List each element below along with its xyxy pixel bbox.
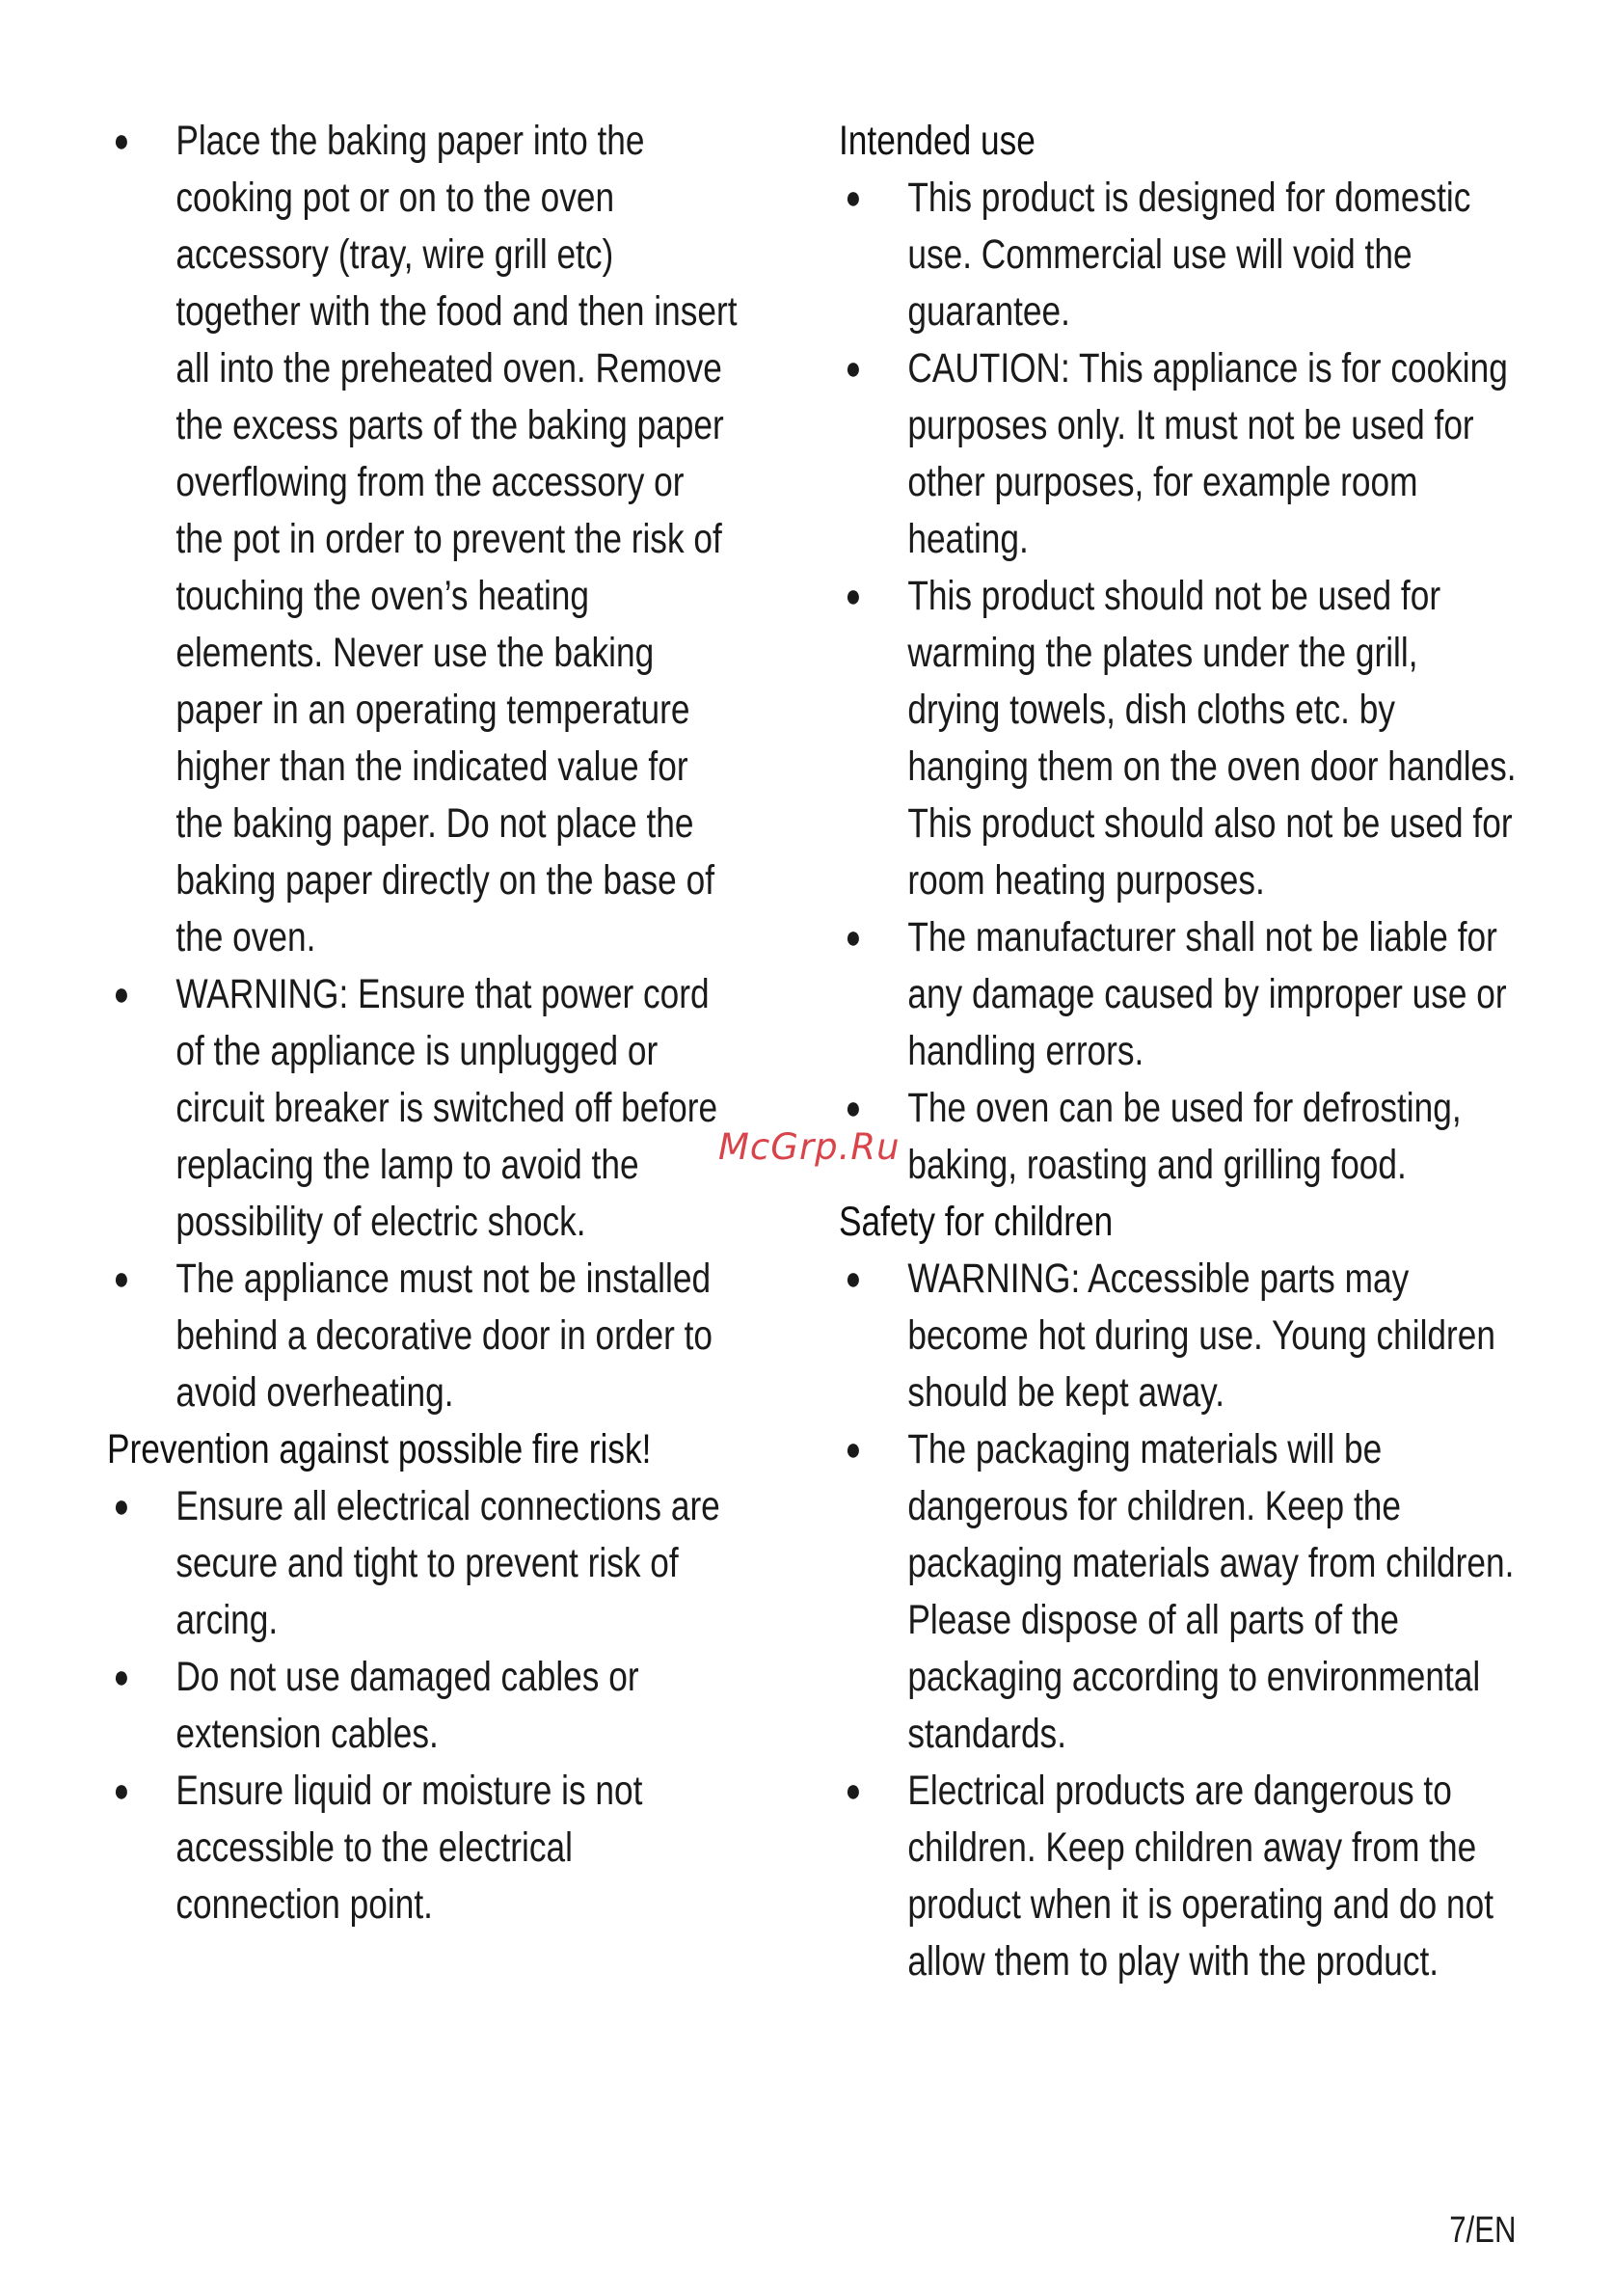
list-item xyxy=(107,1251,740,1421)
bullet-icon: ● xyxy=(845,1772,862,1809)
intended-use-list xyxy=(839,170,1519,1194)
list-item-text: WARNING: Ensure that power cord of the appliance is unplugged or circuit breaker is switched off before replacing the lamp to avoid the possibility of electric shock. xyxy=(175,971,718,1245)
list-item-text: CAUTION: This appliance is for cooking purposes only. It must not be used for other purposes, for example room heating. xyxy=(907,345,1508,562)
list-item xyxy=(107,113,740,966)
bullet-icon: ● xyxy=(845,179,862,216)
list-item xyxy=(107,1763,740,1933)
list-item xyxy=(839,909,1519,1080)
list-item xyxy=(107,966,740,1251)
bullet-icon: ● xyxy=(845,350,862,387)
bullet-icon: ● xyxy=(113,1488,130,1525)
list-item-text: Ensure liquid or moisture is not accessible to the electrical connection point. xyxy=(175,1768,643,1928)
list-item-text: This product is designed for domestic use. Commercial use will void the guarantee. xyxy=(907,175,1471,335)
page-number: 7/EN xyxy=(1448,2210,1516,2251)
list-item xyxy=(839,1763,1519,1990)
list-item-text: Do not use damaged cables or extension cables. xyxy=(175,1654,639,1757)
bullet-icon: ● xyxy=(845,919,862,956)
list-item xyxy=(839,1251,1519,1421)
bullet-icon: ● xyxy=(845,1090,862,1126)
safety-for-children-heading: Safety for children xyxy=(839,1199,1114,1245)
list-item-text: The packaging materials will be dangerous for children. Keep the packaging materials away from children. Please dispose of all parts of the packaging according to environmental standards. xyxy=(907,1426,1515,1757)
list-item-text: The appliance must not be installed behind a decorative door in order to avoid overheating. xyxy=(175,1256,713,1416)
watermark: McGrp.Ru xyxy=(718,1126,901,1168)
bullet-icon: ● xyxy=(113,976,130,1013)
fire-risk-list xyxy=(107,1478,740,1933)
bullet-icon: ● xyxy=(845,1260,862,1297)
list-item xyxy=(839,1080,1519,1194)
bullet-icon: ● xyxy=(113,1260,130,1297)
list-item-text: Place the baking paper into the cooking pot or on to the oven accessory (tray, wire grill etc) together with the food and then insert all into the preheated oven. Remove the excess parts of the baking paper overflowing from the accessory or the pot in order to prevent the risk of touching the oven’s heating elements. Never use the baking paper in an operating temperature higher than the indicated value for the baking paper. Do not place the baking paper directly on the base of the oven. xyxy=(175,118,738,960)
bullet-icon: ● xyxy=(113,1659,130,1695)
bullet-icon: ● xyxy=(113,1772,130,1809)
list-item xyxy=(107,1478,740,1649)
safety-for-children-list xyxy=(839,1251,1519,1990)
bullet-icon: ● xyxy=(113,122,130,159)
list-item-text: WARNING: Accessible parts may become hot during use. Young children should be kept away. xyxy=(907,1256,1496,1416)
list-item-text: Ensure all electrical connections are secure and tight to prevent risk of arcing. xyxy=(175,1483,720,1643)
list-item-text: Electrical products are dangerous to children. Keep children away from the product when it is operating and do not allow them to play with the product. xyxy=(907,1768,1494,1985)
bullet-icon: ● xyxy=(845,578,862,614)
list-item-text: The oven can be used for defrosting, baking, roasting and grilling food. xyxy=(907,1085,1462,1188)
fire-risk-heading: Prevention against possible fire risk! xyxy=(107,1426,652,1472)
list-item-text: The manufacturer shall not be liable for any damage caused by improper use or handling errors. xyxy=(907,914,1507,1074)
bullet-icon: ● xyxy=(845,1431,862,1468)
list-item xyxy=(839,170,1519,340)
right-column xyxy=(839,113,1519,1990)
baking-paper-list xyxy=(107,113,740,1421)
left-column xyxy=(107,113,740,1933)
list-item xyxy=(839,568,1519,909)
list-item xyxy=(107,1649,740,1763)
intended-use-heading: Intended use xyxy=(839,118,1036,164)
list-item-text: This product should not be used for warming the plates under the grill, drying towels, dish cloths etc. by hanging them on the oven door handles. This product should also not be used for room heating purposes. xyxy=(907,573,1517,904)
list-item xyxy=(839,340,1519,568)
list-item xyxy=(839,1421,1519,1763)
